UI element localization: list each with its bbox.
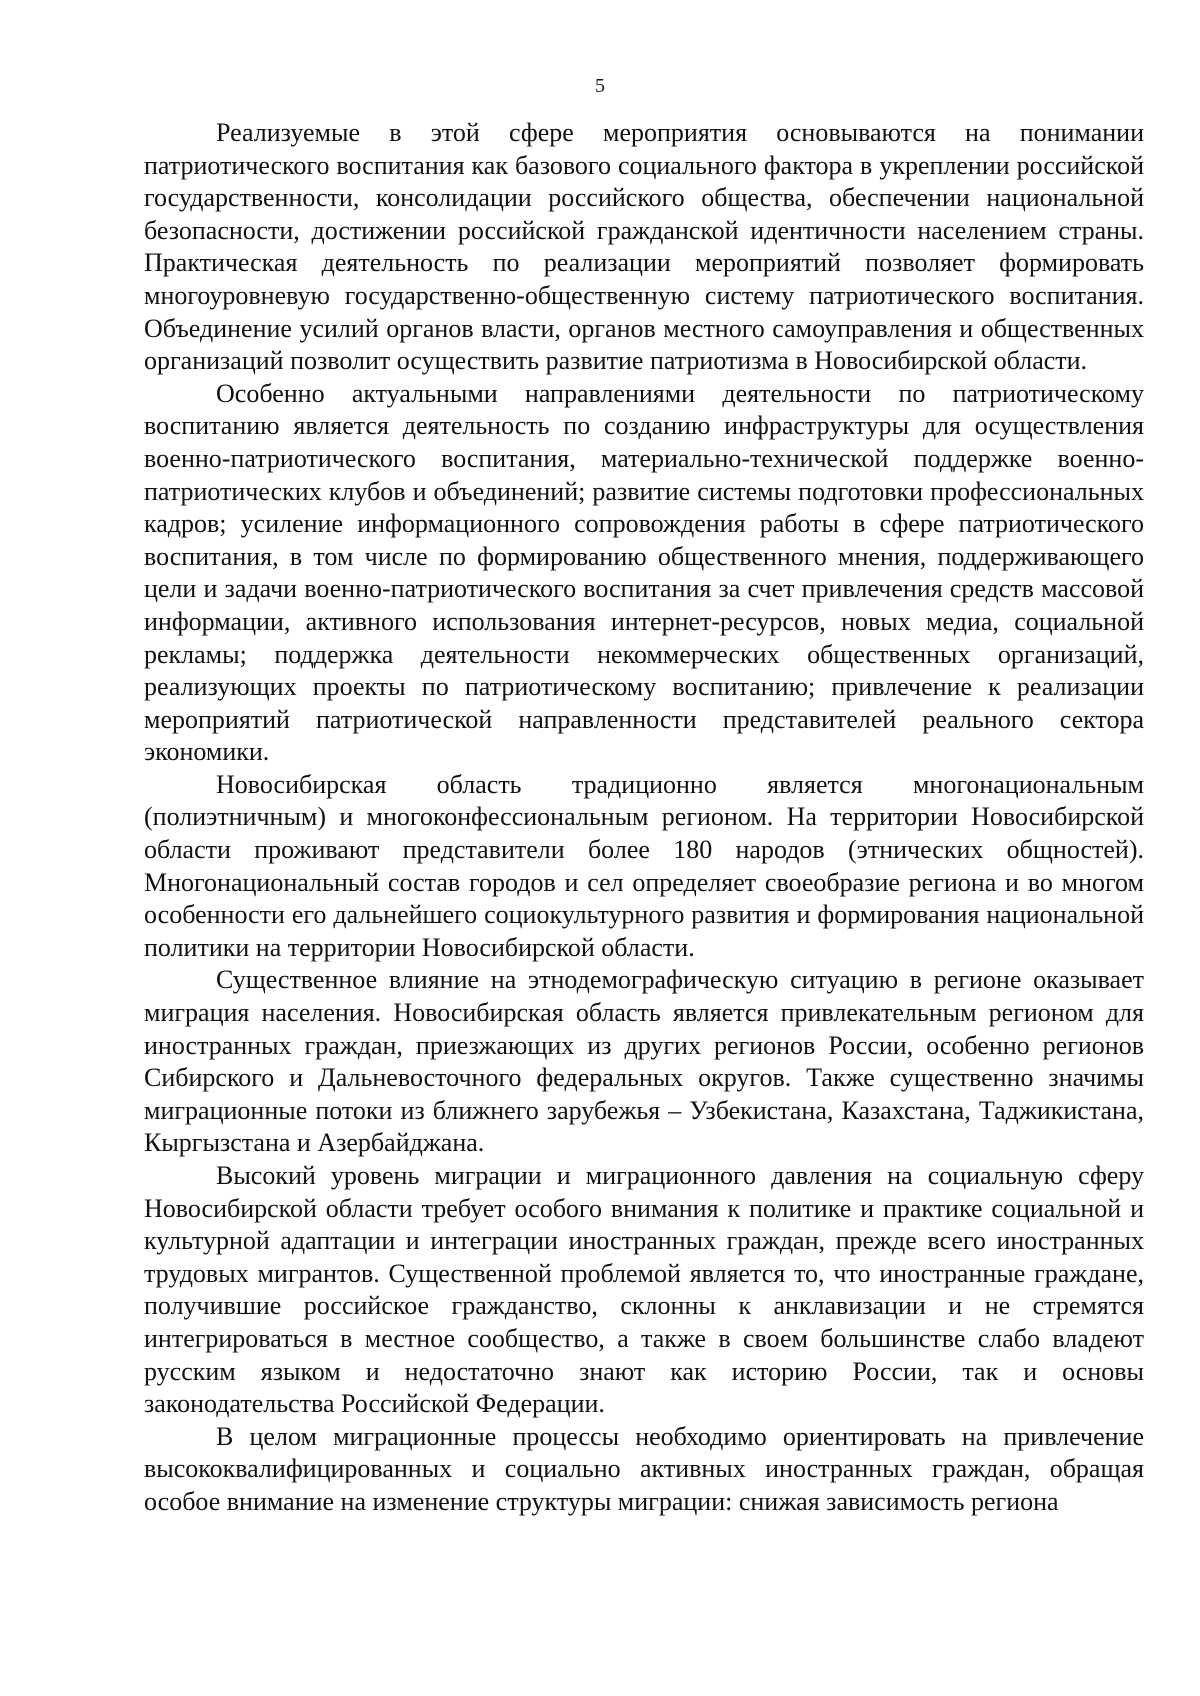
- document-body: [144, 117, 1144, 1519]
- paragraph-migration-orientation: В целом миграционные процессы необходимо ориентировать на привлечение высококвалифицированных и социально активных иностранных граждан, обращая особое внимание на изменение структуры миграции: снижая зависимость региона: [144, 1421, 1144, 1516]
- paragraph-priority-directions: Особенно актуальными направлениями деятельности по патриотическому воспитанию является деятельность по созданию инфраструктуры для осуществления военно-патриотического воспитания, материально-технической поддержке военно-патриотических клубов и объединений; развитие системы подготовки профессиональных кадров; усиление информационного сопровождения работы в сфере патриотического воспитания, в том числе по формированию общественного мнения, поддерживающего цели и задачи военно-патриотического воспитания за счет привлечения средств массовой информации, активного использования интернет-ресурсов, новых медиа, социальной рекламы; поддержка деятельности некоммерческих общественных организаций, реализующих проекты по патриотическому воспитанию; привлечение к реализации мероприятий патриотической направленности представителей реального сектора экономики.: [144, 378, 1144, 767]
- page-number: 5: [595, 75, 605, 97]
- paragraph-migration-pressure: Высокий уровень миграции и миграционного давления на социальную сферу Новосибирской области требует особого внимания к политике и практике социальной и культурной адаптации и интеграции иностранных граждан, прежде всего иностранных трудовых мигрантов. Существенной проблемой является то, что иностранные граждане, получившие российское гражданство, склонны к анклавизации и не стремятся интегрироваться в местное сообщество, а также в своем большинстве слабо владеют русским языком и недостаточно знают как историю России, так и основы законодательства Российской Федерации.: [144, 1161, 1144, 1419]
- paragraph-patriotic-education-measures: Реализуемые в этой сфере мероприятия основываются на понимании патриотического воспитания как базового социального фактора в укреплении российской государственности, консолидации российского общества, обеспечении национальной безопасности, достижении российской гражданской идентичности населением страны. Практическая деятельность по реализации мероприятий позволяет формировать многоуровневую государственно-общественную систему патриотического воспитания. Объединение усилий органов власти, органов местного самоуправления и общественных организаций позволит осуществить развитие патриотизма в Новосибирской области.: [144, 118, 1144, 376]
- paragraph-migration-influence: Существенное влияние на этнодемографическую ситуацию в регионе оказывает миграция населения. Новосибирская область является привлекательным регионом для иностранных граждан, приезжающих из других регионов России, особенно регионов Сибирского и Дальневосточного федеральных округов. Также существенно значимы миграционные потоки из ближнего зарубежья – Узбекистана, Казахстана, Таджикистана, Кыргызстана и Азербайджана.: [144, 965, 1144, 1158]
- paragraph-multinational-region: Новосибирская область традиционно является многонациональным (полиэтничным) и многоконфессиональным регионом. На территории Новосибирской области проживают представители более 180 народов (этнических общностей). Многонациональный состав городов и сел определяет своеобразие региона и во многом особенности его дальнейшего социокультурного развития и формирования национальной политики на территории Новосибирской области.: [144, 769, 1144, 962]
